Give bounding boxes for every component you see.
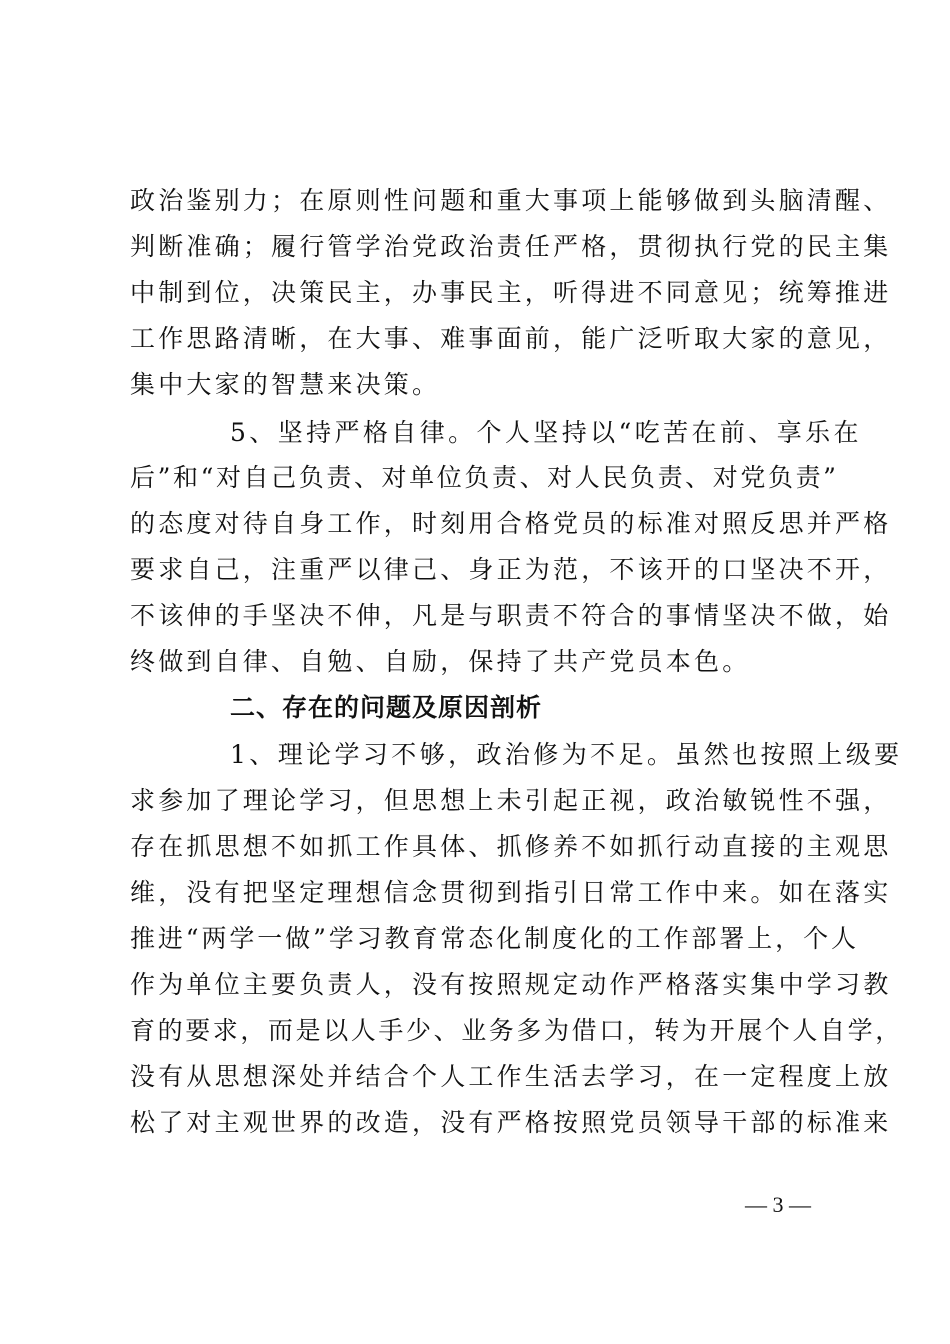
body-text-line: 终做到自律、自勉、自励，保持了共产党员本色。 bbox=[130, 647, 751, 676]
body-text-line: 判断准确；履行管学治党政治责任严格，贯彻执行党的民主集 bbox=[130, 232, 892, 261]
body-text-line: 存在抓思想不如抓工作具体、抓修养不如抓行动直接的主观思 bbox=[130, 832, 892, 861]
body-text-line: 政治鉴别力；在原则性问题和重大事项上能够做到头脑清醒、 bbox=[130, 186, 892, 215]
body-text-line: 育的要求，而是以人手少、业务多为借口，转为开展个人自学， bbox=[130, 1016, 903, 1045]
body-text-line: 后”和“对自己负责、对单位负责、对人民负责、对党负责” bbox=[130, 463, 839, 492]
body-text-line: 的态度对待自身工作，时刻用合格党员的标准对照反思并严格 bbox=[130, 509, 892, 538]
body-text-line: 不该伸的手坚决不伸，凡是与职责不符合的事情坚决不做，始 bbox=[130, 601, 892, 630]
body-text-line: 作为单位主要负责人，没有按照规定动作严格落实集中学习教 bbox=[130, 970, 892, 999]
body-text-line: 维，没有把坚定理想信念贯彻到指引日常工作中来。如在落实 bbox=[130, 878, 892, 907]
body-text-line: 中制到位，决策民主，办事民主，听得进不同意见；统筹推进 bbox=[130, 278, 892, 307]
body-text-line: 推进“两学一做”学习教育常态化制度化的工作部署上，个人 bbox=[130, 924, 859, 953]
section-heading: 二、存在的问题及原因剖析 bbox=[230, 693, 543, 722]
paragraph-1-first-line: 1、理论学习不够，政治修为不足。虽然也按照上级要 bbox=[230, 740, 903, 769]
body-text-line: 松了对主观世界的改造，没有严格按照党员领导干部的标准来 bbox=[130, 1108, 892, 1137]
body-text-line: 要求自己，注重严以律己、身正为范，不该开的口坚决不开， bbox=[130, 555, 892, 584]
body-text-line: 求参加了理论学习，但思想上未引起正视，政治敏锐性不强， bbox=[130, 786, 892, 815]
paragraph-5-first-line: 5、坚持严格自律。个人坚持以“吃苦在前、享乐在 bbox=[230, 418, 862, 447]
body-text-line: 工作思路清晰，在大事、难事面前，能广泛听取大家的意见， bbox=[130, 324, 892, 353]
body-text-line: 没有从思想深处并结合个人工作生活去学习，在一定程度上放 bbox=[130, 1062, 892, 1091]
body-text-line: 集中大家的智慧来决策。 bbox=[130, 370, 441, 399]
page-number: — 3 — bbox=[745, 1192, 811, 1217]
